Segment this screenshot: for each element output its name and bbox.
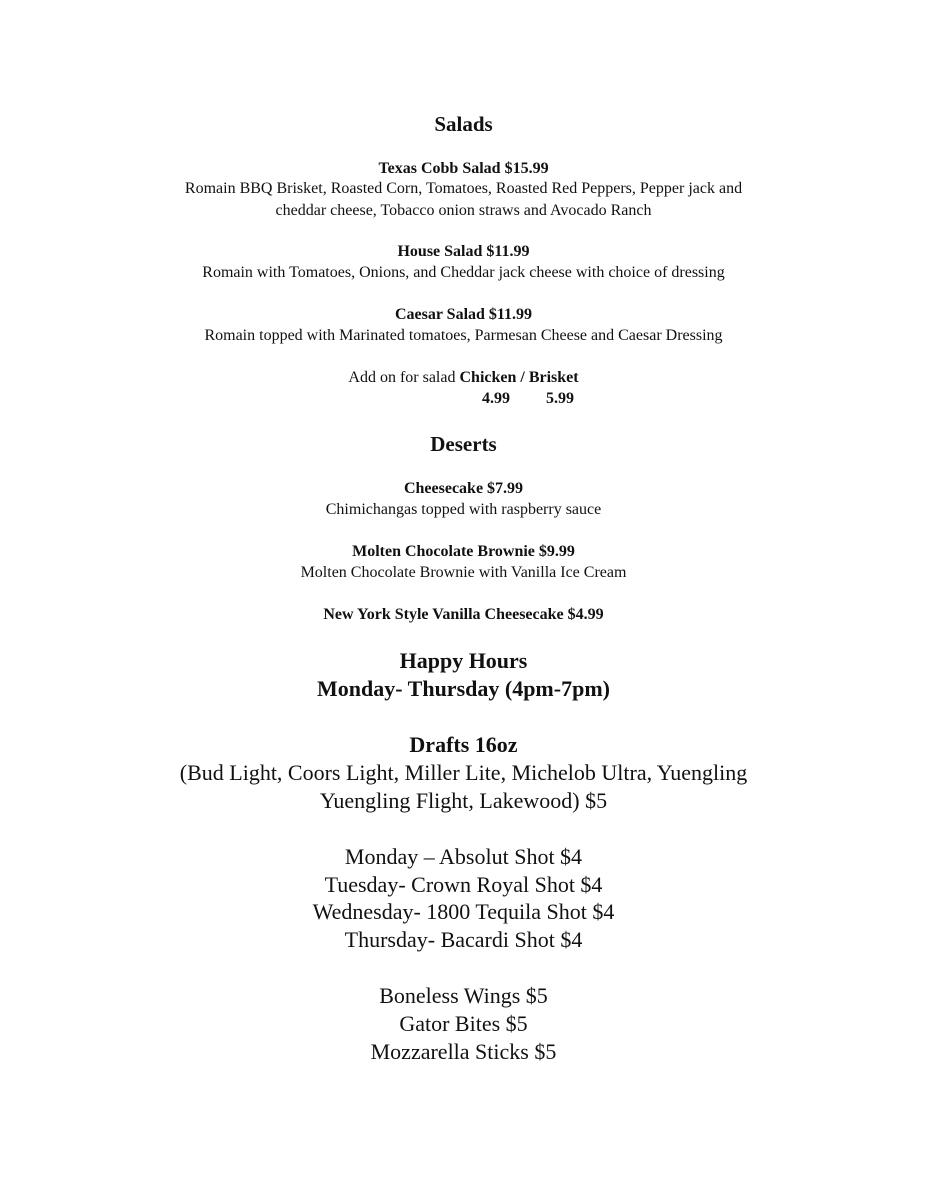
happy-hours-heading: Happy Hours xyxy=(399,648,528,673)
salad-item-desc: Romain topped with Marinated tomatoes, Parmesan Cheese and Caesar Dressing xyxy=(204,327,723,344)
bite-special: Boneless Wings $5 xyxy=(379,983,548,1008)
salad-item-title: Caesar Salad $11.99 xyxy=(394,306,533,323)
salad-addon-line xyxy=(0,369,927,387)
shot-special: Thursday- Bacardi Shot $4 xyxy=(344,927,583,952)
salad-item-desc: cheddar cheese, Tobacco onion straws and Avocado Ranch xyxy=(275,202,652,219)
desert-item-title: Cheesecake $7.99 xyxy=(403,480,524,497)
happy-hours-schedule: Monday- Thursday (4pm-7pm) xyxy=(317,676,610,701)
chicken-addon-price: 4.99 xyxy=(482,390,510,407)
drafts-line: Yuengling Flight, Lakewood) $5 xyxy=(319,788,608,813)
deserts-heading: Deserts xyxy=(430,432,497,456)
desert-item-title: New York Style Vanilla Cheesecake $4.99 xyxy=(323,606,604,623)
desert-item-desc: Chimichangas topped with raspberry sauce xyxy=(325,501,602,518)
salad-item-desc: Romain BBQ Brisket, Roasted Corn, Tomatoes, Roasted Red Peppers, Pepper jack and xyxy=(184,180,743,197)
salad-item-desc: Romain with Tomatoes, Onions, and Cheddar jack cheese with choice of dressing xyxy=(202,264,725,281)
desert-item-title: Molten Chocolate Brownie $9.99 xyxy=(352,543,575,560)
shot-special: Monday – Absolut Shot $4 xyxy=(344,844,583,869)
salad-item-title: House Salad $11.99 xyxy=(397,243,530,260)
bite-special: Mozzarella Sticks $5 xyxy=(370,1039,557,1064)
salad-addon-options: Chicken / Brisket xyxy=(459,369,579,386)
bite-special: Gator Bites $5 xyxy=(399,1011,528,1036)
salads-heading: Salads xyxy=(434,112,493,136)
drafts-heading: Drafts 16oz xyxy=(409,732,518,757)
shot-special: Wednesday- 1800 Tequila Shot $4 xyxy=(312,899,615,924)
drafts-line: (Bud Light, Coors Light, Miller Lite, Michelob Ultra, Yuengling xyxy=(179,760,748,785)
salad-item-title: Texas Cobb Salad $15.99 xyxy=(378,160,549,177)
desert-item-desc: Molten Chocolate Brownie with Vanilla Ice Cream xyxy=(300,564,627,581)
salad-addon-prices xyxy=(482,390,574,408)
brisket-addon-price: 5.99 xyxy=(546,390,574,407)
shot-special: Tuesday- Crown Royal Shot $4 xyxy=(324,872,603,897)
salad-addon-prefix: Add on for salad xyxy=(348,369,456,386)
